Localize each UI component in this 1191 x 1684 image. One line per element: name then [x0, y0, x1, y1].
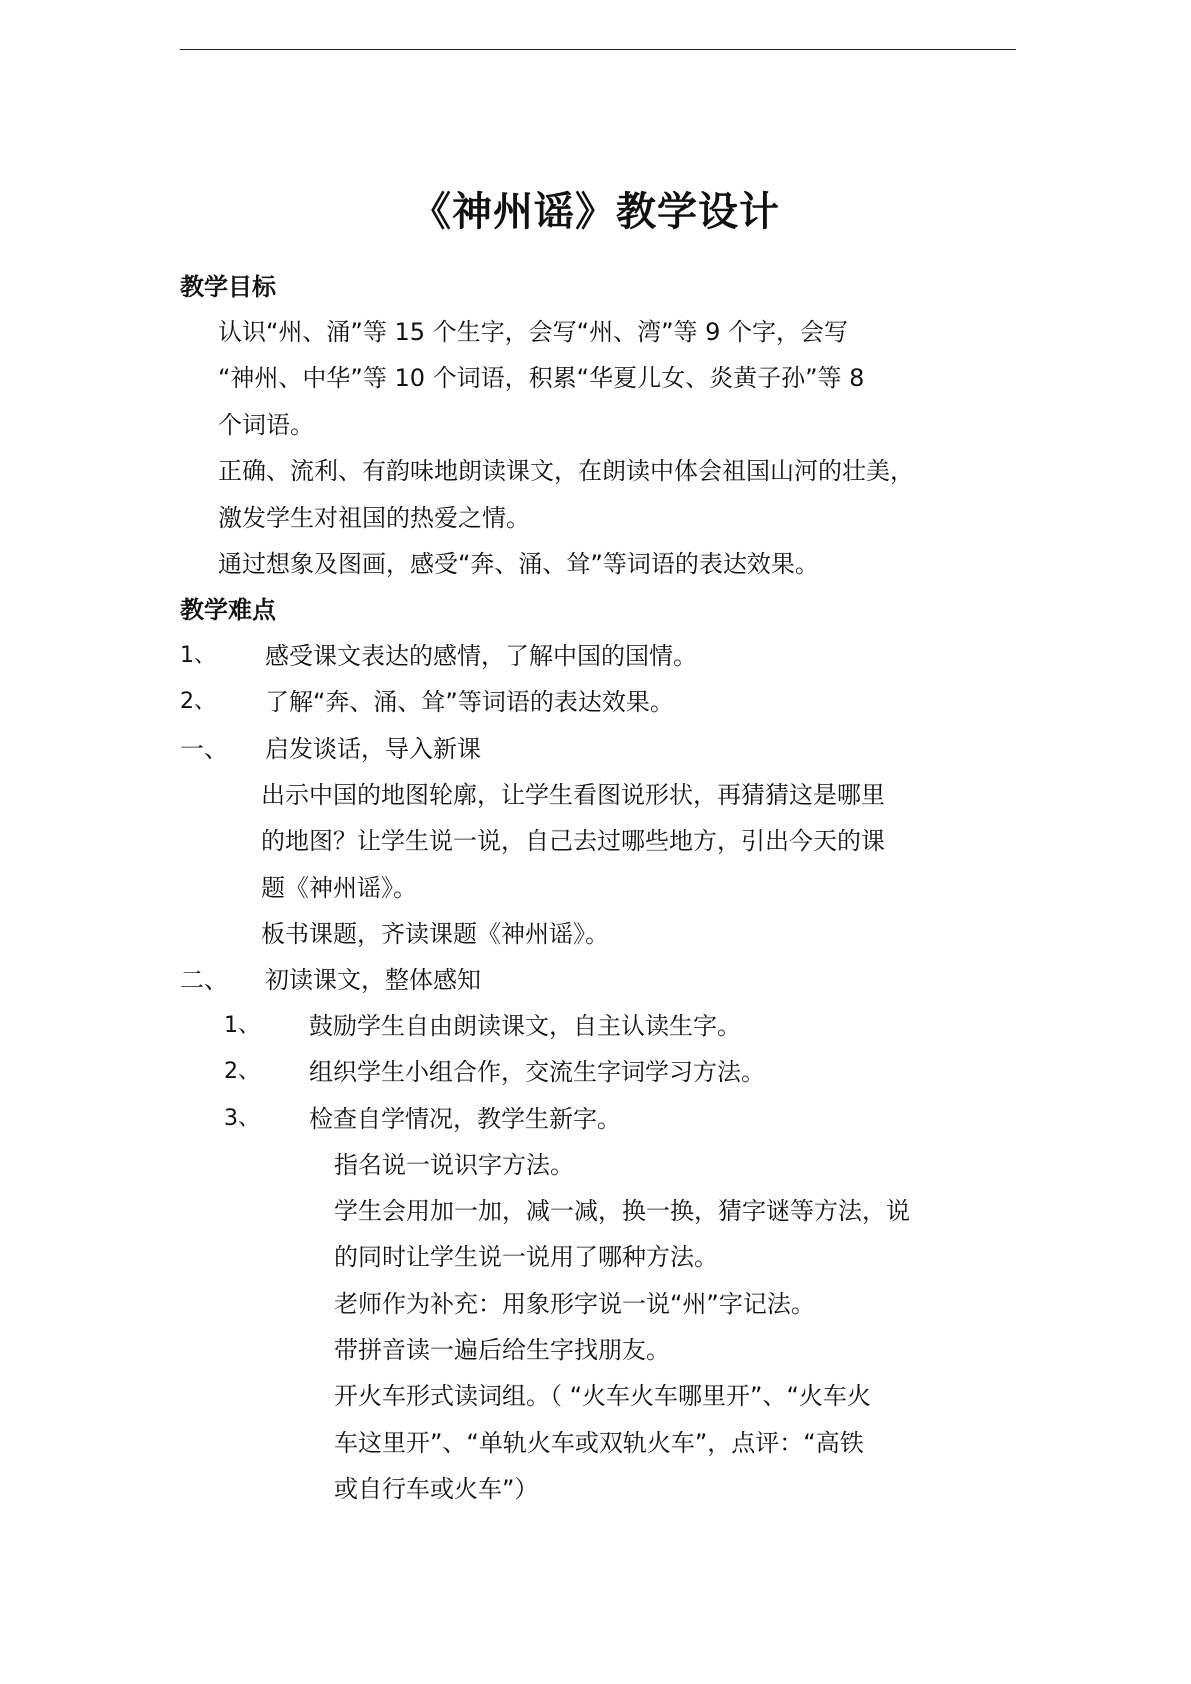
- section2-sub-line: 的同时让学生说一说用了哪种方法。: [334, 1243, 718, 1271]
- section1-title: 启发谈话，导入新课: [265, 735, 481, 763]
- difficulty-text: 感受课文表达的感情，了解中国的国情。: [265, 642, 697, 670]
- section1-line: 的地图？让学生说一说，自己去过哪些地方，引出今天的课: [261, 827, 885, 855]
- difficulties-heading: 教学难点: [180, 596, 276, 624]
- difficulty-number: 2、: [180, 689, 216, 714]
- section2-sub-line: 老师作为补充：用象形字说一说“州”字记法。: [334, 1290, 815, 1318]
- section2-sub-line: 指名说一说识字方法。: [334, 1151, 574, 1179]
- section2-sub-line: 或自行车或火车”）: [334, 1475, 539, 1503]
- section1-line: 出示中国的地图轮廓，让学生看图说形状，再猜猜这是哪里: [261, 781, 885, 809]
- section2-sub-line: 开火车形式读词组。（ “火车火车哪里开”、“火车火: [334, 1382, 871, 1410]
- section1-line: 题《神州谣》。: [261, 874, 417, 902]
- section2-sub-line: 带拼音读一遍后给生字找朋友。: [334, 1336, 670, 1364]
- header-rule: [180, 49, 1016, 50]
- difficulty-number: 1、: [180, 643, 216, 668]
- section2-item-text: 鼓励学生自由朗读课文，自主认读生字。: [309, 1012, 741, 1040]
- goals-line: 激发学生对祖国的热爱之情。: [218, 504, 530, 532]
- goals-line: 个词语。: [218, 411, 314, 439]
- section2-item-number: 2、: [224, 1059, 260, 1084]
- difficulty-text: 了解“奔、涌、耸”等词语的表达效果。: [265, 688, 674, 716]
- goals-heading: 教学目标: [180, 273, 276, 301]
- section2-sub-line: 学生会用加一加，减一减，换一换，猜字谜等方法，说: [334, 1197, 910, 1225]
- goals-line: “神州、中华”等 10 个词语，积累“华夏儿女、炎黄子孙”等 8: [218, 364, 865, 392]
- document-title: 《神州谣》教学设计: [411, 189, 780, 235]
- goals-line: 正确、流利、有韵味地朗读课文，在朗读中体会祖国山河的壮美，: [218, 457, 914, 485]
- section2-item-number: 3、: [224, 1106, 260, 1131]
- section2-item-number: 1、: [224, 1013, 260, 1038]
- goals-line: 通过想象及图画，感受“奔、涌、耸”等词语的表达效果。: [218, 550, 819, 578]
- section2-sub-line: 车这里开”、“单轨火车或双轨火车”，点评：“高铁: [334, 1429, 864, 1457]
- section1-number: 一、: [180, 735, 228, 763]
- section1-line: 板书课题，齐读课题《神州谣》。: [261, 920, 609, 948]
- section2-title: 初读课文，整体感知: [265, 966, 481, 994]
- goals-line: 认识“州、涌”等 15 个生字，会写“州、湾”等 9 个字，会写: [218, 318, 849, 346]
- section2-item-text: 组织学生小组合作，交流生字词学习方法。: [309, 1058, 765, 1086]
- section2-number: 二、: [180, 966, 228, 994]
- section2-item-text: 检查自学情况，教学生新字。: [309, 1105, 621, 1133]
